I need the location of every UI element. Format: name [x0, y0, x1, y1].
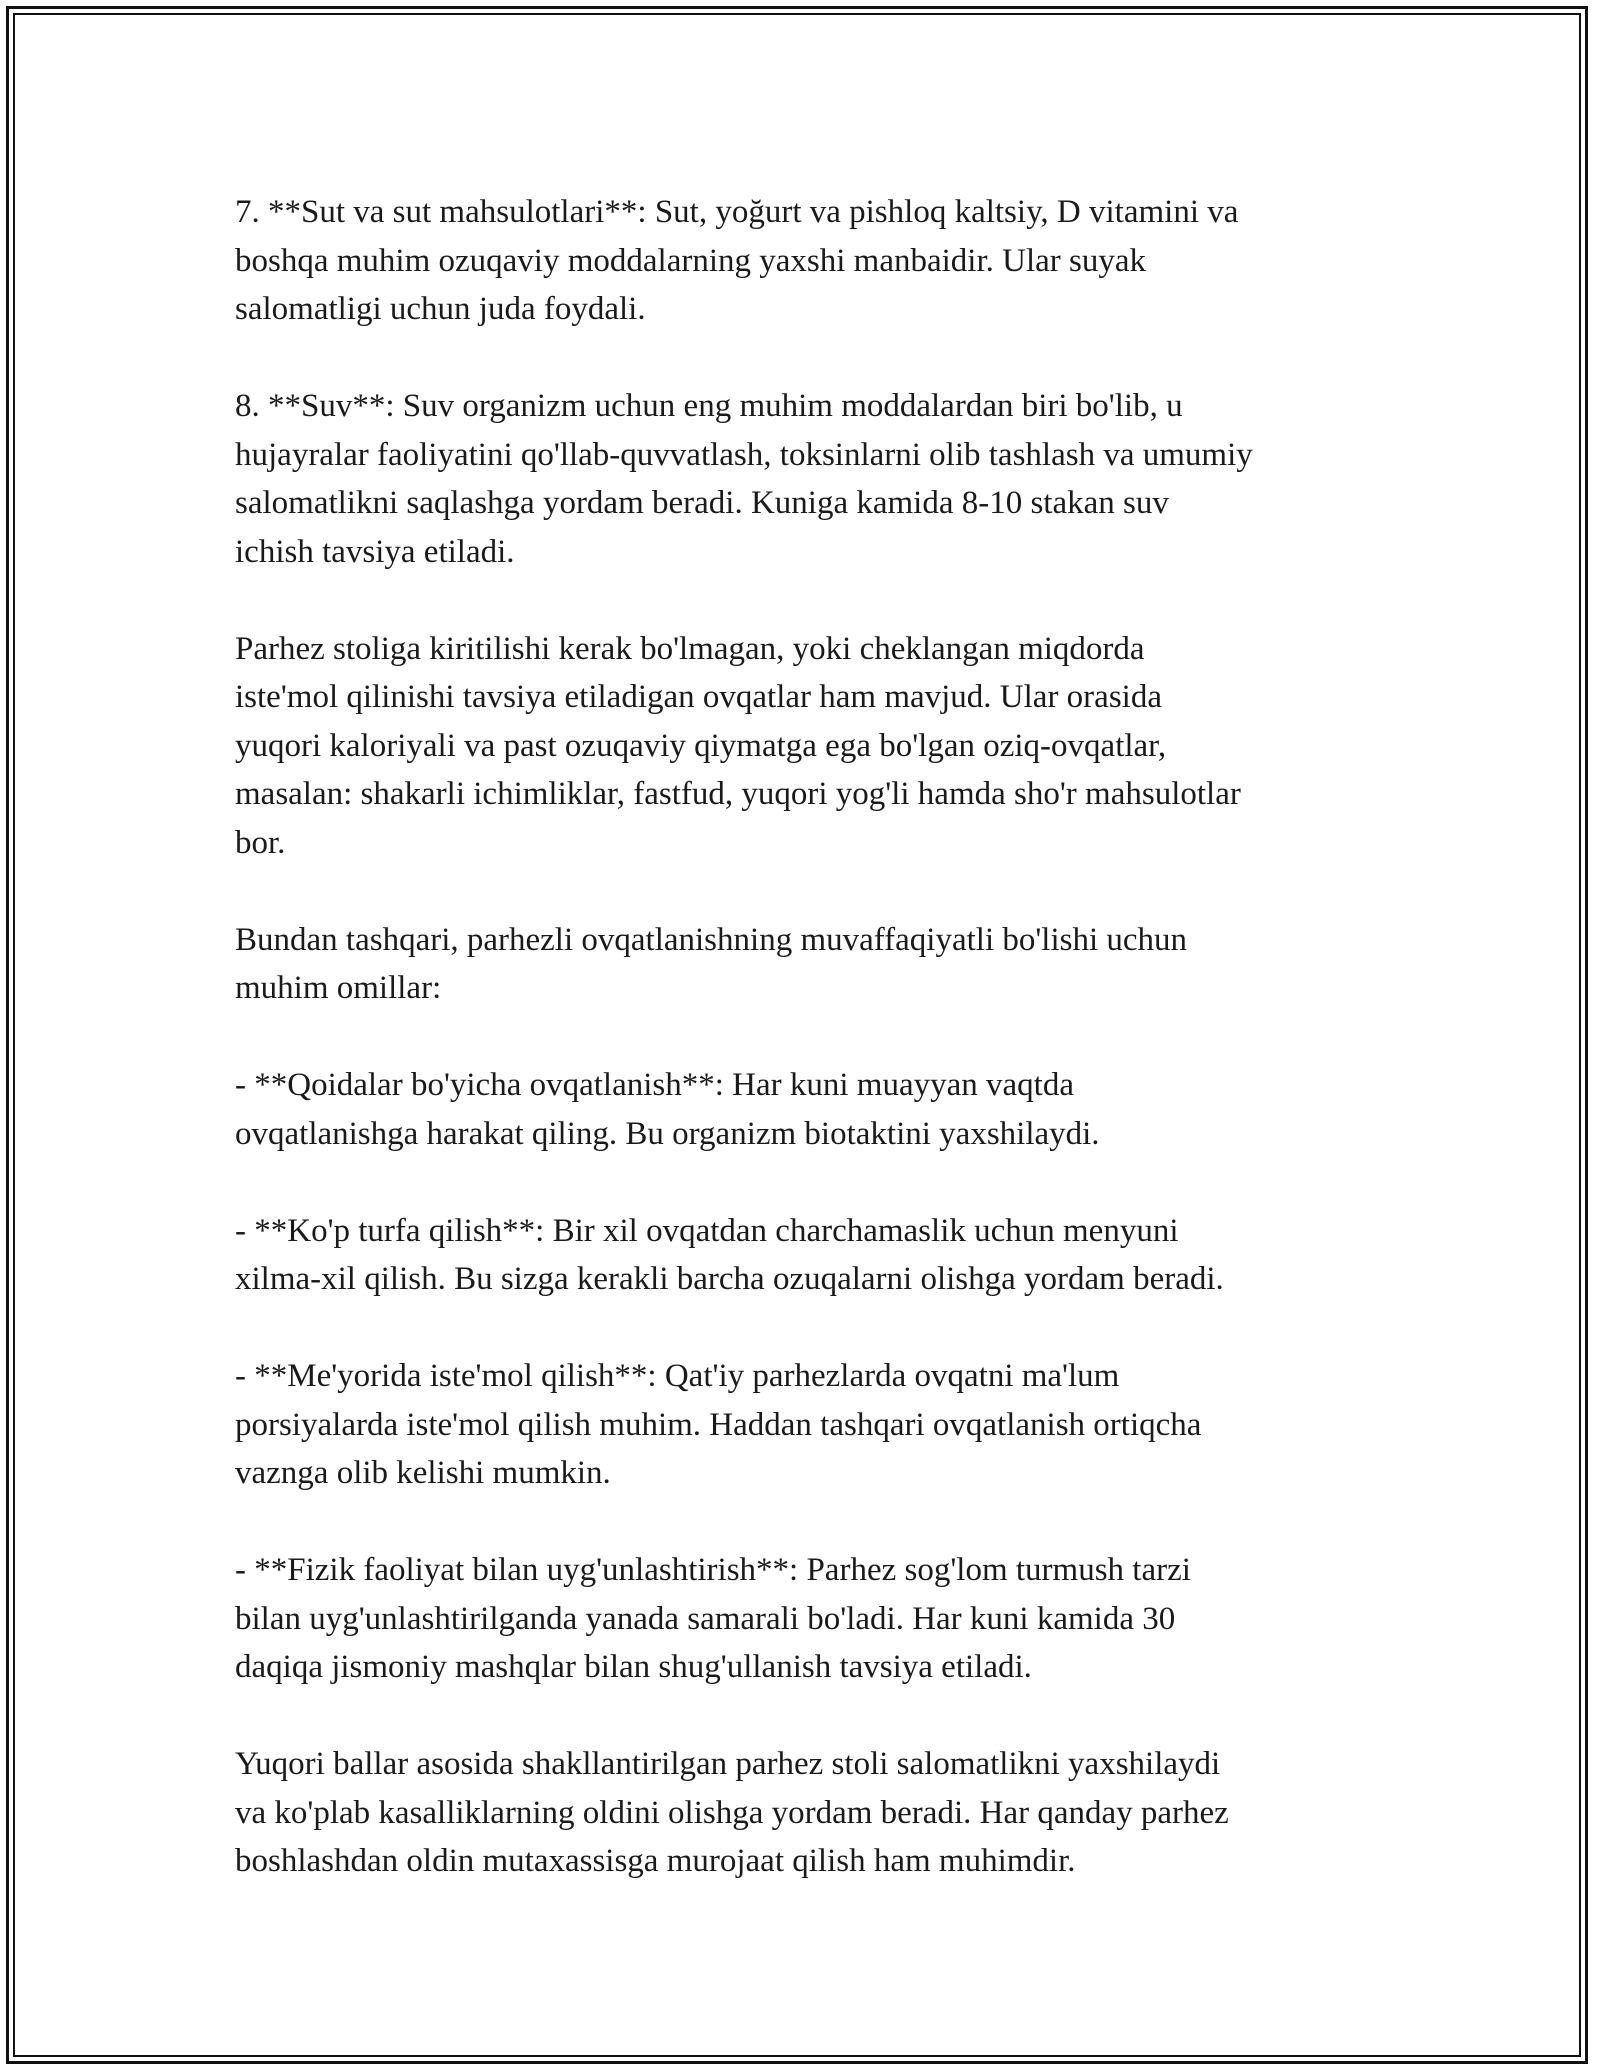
paragraph-restricted-foods: Parhez stoliga kiritilishi kerak bo'lmagan, yoki cheklangan miqdorda iste'mol qilinishi tavsiya etiladigan ovqatlar ham mavjud. Ular orasida yuqori kaloriyali va past ozuqaviy qiymatga ega bo'lgan oziq-ovqatlar, masalan: shakarli ichimliklar, fastfud, yuqori yog'li hamda sho'r mahsulotlar bor.: [235, 630, 1241, 861]
list-item-regular-eating: - **Qoidalar bo'yicha ovqatlanish**: Har kuni muayyan vaqtda ovqatlanishga harakat qiling. Bu organizm biotaktini yaxshilaydi.: [235, 1067, 1100, 1152]
list-item-physical-activity: - **Fizik faoliyat bilan uyg'unlashtirish**: Parhez sog'lom turmush tarzi bilan uyg'unlashtirilganda yanada samarali bo'ladi. Har kuni kamida 30 daqiqa jismoniy mashqlar bilan shug'ullanish tavsiya etiladi.: [235, 1552, 1191, 1685]
paragraph-water: 8. **Suv**: Suv organizm uchun eng muhim moddalardan biri bo'lib, u hujayralar faoliyatini qo'llab-quvvatlash, toksinlarni olib tashlash va umumiy salomatlikni saqlashga yordam beradi. Kuniga kamida 8-10 stakan suv ichish tavsiya etiladi.: [235, 388, 1253, 570]
paragraph-success-factors-intro: Bundan tashqari, parhezli ovqatlanishning muvaffaqiyatli bo'lishi uchun muhim omillar:: [235, 921, 1188, 1006]
list-item-moderation: - **Me'yorida iste'mol qilish**: Qat'iy parhezlarda ovqatni ma'lum porsiyalarda iste'mol qilish muhim. Haddan tashqari ovqatlanish ortiqcha vaznga olib kelishi mumkin.: [235, 1358, 1202, 1491]
paragraph-conclusion: Yuqori ballar asosida shakllantirilgan parhez stoli salomatlikni yaxshilaydi va ko'plab kasalliklarning oldini olishga yordam beradi. Har qanday parhez boshlashdan oldin mutaxassisga murojaat qilish ham muhimdir.: [235, 1746, 1229, 1879]
document-body: [235, 188, 1375, 1886]
list-item-variety: - **Ko'p turfa qilish**: Bir xil ovqatdan charchamaslik uchun menyuni xilma-xil qilish. Bu sizga kerakli barcha ozuqalarni olishga yordam beradi.: [235, 1212, 1224, 1297]
paragraph-dairy-products: 7. **Sut va sut mahsulotlari**: Sut, yoğurt va pishloq kaltsiy, D vitamini va boshqa muhim ozuqaviy moddalarning yaxshi manbaidir. Ular suyak salomatligi uchun juda foydali.: [235, 194, 1239, 327]
